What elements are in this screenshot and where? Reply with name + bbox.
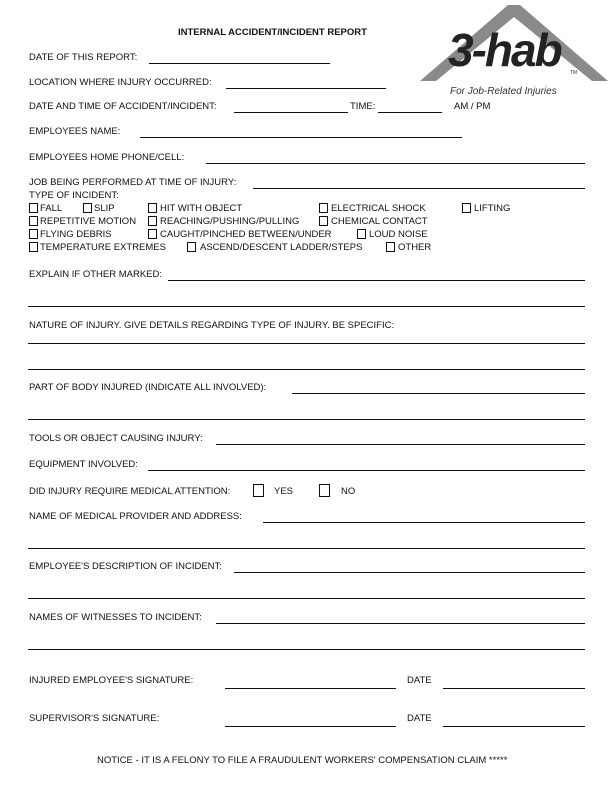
fall-label: FALL	[40, 203, 63, 214]
yes-checkbox[interactable]	[253, 484, 264, 497]
witnesses-label: NAMES OF WITNESSES TO INCIDENT:	[29, 612, 202, 623]
body-part-line-1[interactable]	[292, 393, 585, 394]
flying-checkbox[interactable]	[29, 229, 38, 239]
no-label: NO	[341, 486, 356, 497]
chemical-checkbox[interactable]	[319, 216, 328, 226]
employee-name-label: EMPLOYEES NAME:	[29, 126, 121, 137]
form-title: INTERNAL ACCIDENT/INCIDENT REPORT	[178, 27, 367, 38]
temperature-checkbox[interactable]	[29, 242, 38, 252]
noise-label: LOUD NOISE	[369, 229, 428, 240]
other-checkbox[interactable]	[386, 242, 395, 252]
body-part-label: PART OF BODY INJURED (INDICATE ALL INVOLVED):	[29, 382, 267, 393]
employee-name-line[interactable]	[140, 137, 462, 138]
electrical-checkbox[interactable]	[319, 203, 328, 213]
electrical-label: ELECTRICAL SHOCK	[331, 203, 426, 214]
am-pm-label: AM / PM	[454, 101, 491, 112]
company-logo	[420, 3, 608, 98]
body-part-line-2[interactable]	[28, 419, 585, 420]
reaching-label: REACHING/PUSHING/PULLING	[160, 216, 300, 227]
time-line[interactable]	[378, 112, 442, 113]
slip-label: SLIP	[94, 203, 115, 214]
hit-label: HIT WITH OBJECT	[160, 203, 243, 214]
accident-date-line[interactable]	[234, 112, 348, 113]
provider-line-1[interactable]	[263, 522, 585, 523]
description-line-1[interactable]	[234, 572, 585, 573]
date-time-label: DATE AND TIME OF ACCIDENT/INCIDENT:	[29, 101, 217, 112]
fall-checkbox[interactable]	[29, 203, 38, 213]
logo-tagline: For Job-Related Injuries	[450, 86, 557, 97]
provider-line-2[interactable]	[28, 548, 585, 549]
description-label: EMPLOYEE'S DESCRIPTION OF INCIDENT:	[29, 561, 222, 572]
explain-label: EXPLAIN IF OTHER MARKED:	[29, 269, 163, 280]
lifting-checkbox[interactable]	[462, 203, 471, 213]
other-label: OTHER	[398, 242, 432, 253]
equipment-line[interactable]	[148, 470, 585, 471]
employee-date-line[interactable]	[443, 688, 585, 689]
job-label: JOB BEING PERFORMED AT TIME OF INJURY:	[29, 177, 237, 188]
ladder-label: ASCEND/DESCENT LADDER/STEPS	[200, 242, 363, 253]
supervisor-date-label: DATE	[407, 713, 432, 724]
date-report-line[interactable]	[149, 63, 330, 64]
caught-label: CAUGHT/PINCHED BETWEEN/UNDER	[160, 229, 332, 240]
nature-label: NATURE OF INJURY. GIVE DETAILS REGARDING TYPE OF INJURY. BE SPECIFIC:	[29, 320, 395, 331]
repetitive-label: REPETITIVE MOTION	[40, 216, 137, 227]
logo-trademark: TM	[570, 70, 578, 76]
phone-label: EMPLOYEES HOME PHONE/CELL:	[29, 152, 185, 163]
employee-signature-label: INJURED EMPLOYEE'S SIGNATURE:	[29, 675, 194, 686]
no-checkbox[interactable]	[319, 484, 330, 497]
witnesses-line-2[interactable]	[28, 649, 585, 650]
noise-checkbox[interactable]	[357, 229, 366, 239]
employee-signature-line[interactable]	[225, 688, 396, 689]
yes-label: YES	[274, 486, 294, 497]
time-label: TIME:	[350, 101, 376, 112]
date-report-label: DATE OF THIS REPORT:	[29, 52, 138, 63]
hit-checkbox[interactable]	[148, 203, 157, 213]
location-label: LOCATION WHERE INJURY OCCURRED:	[29, 77, 212, 88]
description-line-2[interactable]	[28, 598, 585, 599]
location-line[interactable]	[226, 88, 386, 89]
chemical-label: CHEMICAL CONTACT	[331, 216, 428, 227]
phone-line[interactable]	[206, 163, 585, 164]
reaching-checkbox[interactable]	[148, 216, 157, 226]
supervisor-date-line[interactable]	[443, 726, 585, 727]
slip-checkbox[interactable]	[83, 203, 92, 213]
job-line[interactable]	[253, 188, 585, 189]
tools-line[interactable]	[216, 444, 585, 445]
provider-label: NAME OF MEDICAL PROVIDER AND ADDRESS:	[29, 511, 242, 522]
logo-mark: 3-hab	[448, 24, 561, 76]
ladder-checkbox[interactable]	[187, 242, 196, 252]
repetitive-checkbox[interactable]	[29, 216, 38, 226]
explain-line-2[interactable]	[28, 306, 585, 307]
medical-label: DID INJURY REQUIRE MEDICAL ATTENTION:	[29, 486, 231, 497]
temperature-label: TEMPERATURE EXTREMES	[40, 242, 166, 253]
nature-line-1[interactable]	[28, 343, 585, 344]
witnesses-line-1[interactable]	[216, 623, 585, 624]
lifting-label: LIFTING	[474, 203, 511, 214]
felony-notice: NOTICE - IT IS A FELONY TO FILE A FRAUDULENT WORKERS' COMPENSATION CLAIM *****	[97, 755, 508, 766]
caught-checkbox[interactable]	[148, 229, 157, 239]
supervisor-signature-label: SUPERVISOR'S SIGNATURE:	[29, 713, 160, 724]
flying-label: FLYING DEBRIS	[40, 229, 112, 240]
employee-date-label: DATE	[407, 675, 432, 686]
tools-label: TOOLS OR OBJECT CAUSING INJURY:	[29, 433, 203, 444]
nature-line-2[interactable]	[28, 369, 585, 370]
type-label: TYPE OF INCIDENT:	[29, 190, 119, 201]
equipment-label: EQUIPMENT INVOLVED:	[29, 459, 138, 470]
explain-line-1[interactable]	[168, 280, 585, 281]
supervisor-signature-line[interactable]	[225, 726, 396, 727]
